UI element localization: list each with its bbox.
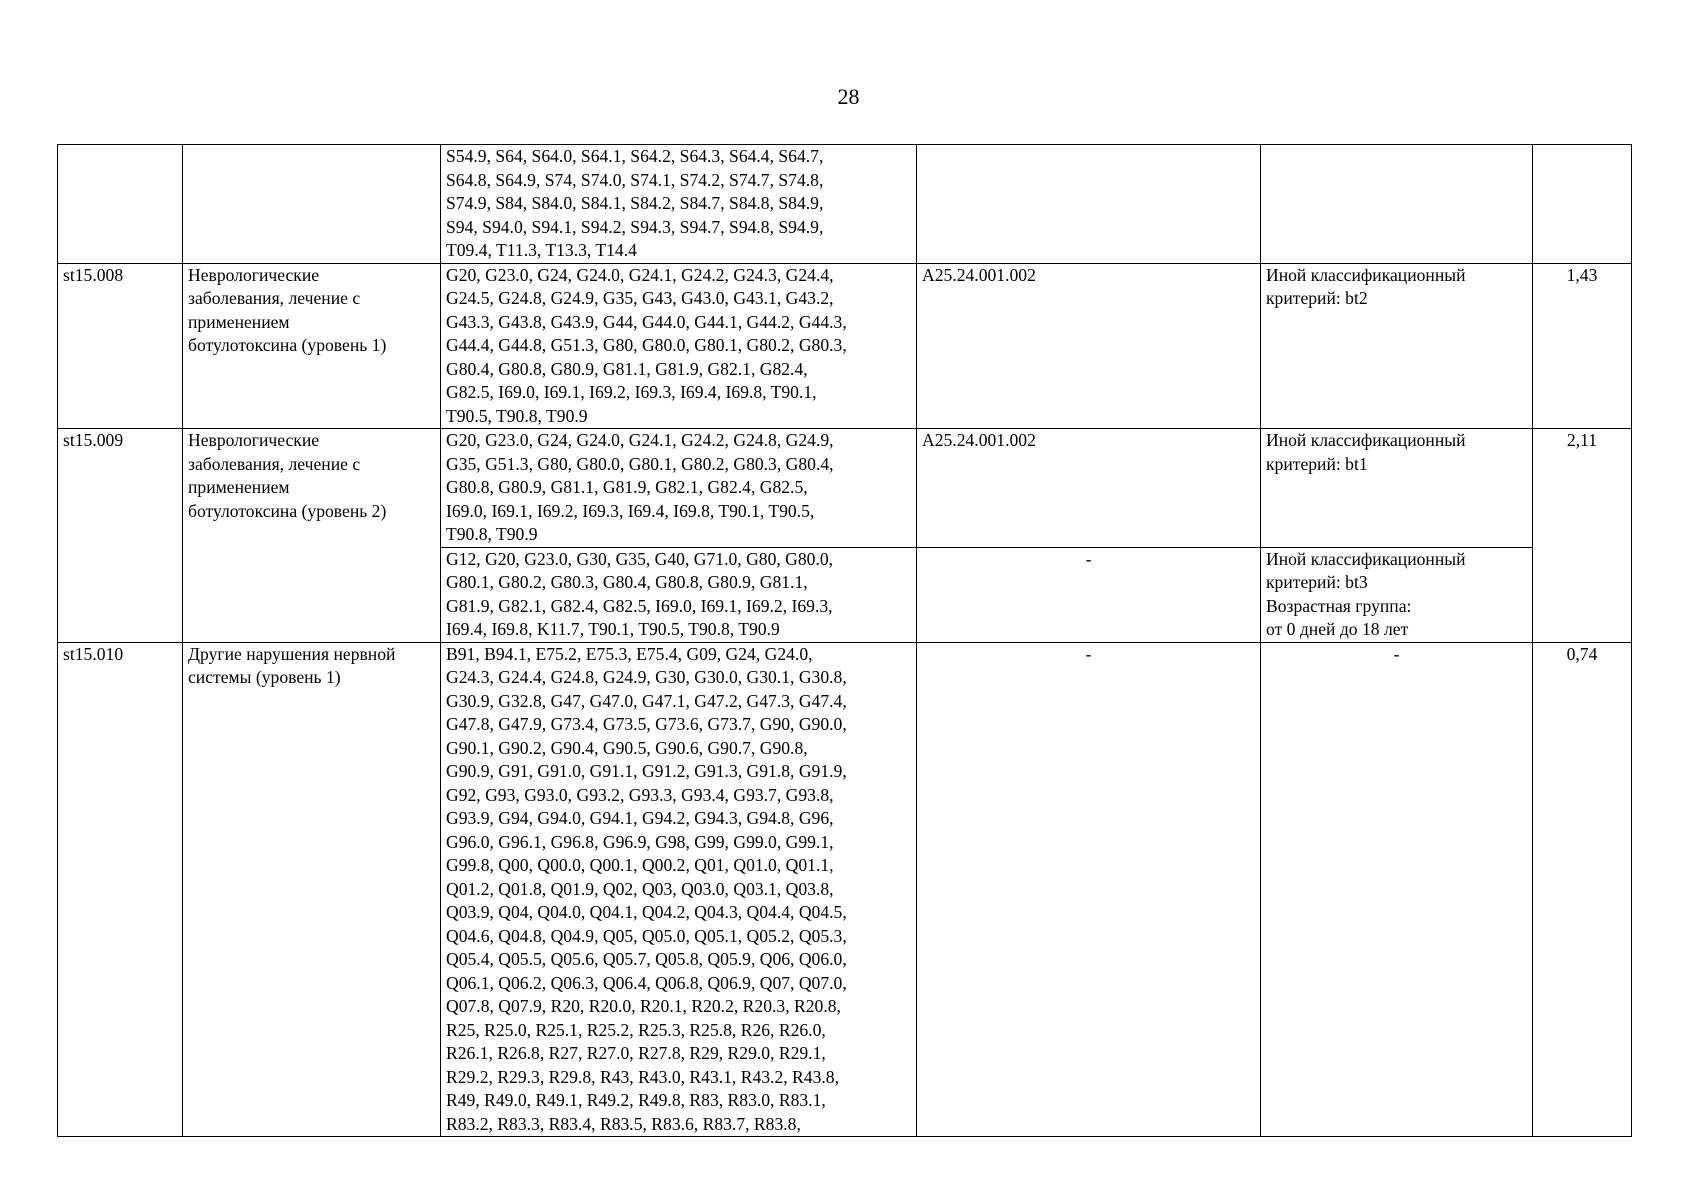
diagnosis-line: Q06.1, Q06.2, Q06.3, Q06.4, Q06.8, Q06.9, Q07, Q07.0,: [446, 972, 847, 993]
coefficient-cell: 0,74: [1533, 642, 1632, 1137]
diagnosis-line: G82.5, I69.0, I69.1, I69.2, I69.3, I69.4, I69.8, T90.1,: [446, 382, 817, 402]
diagnosis-cell: [441, 547, 917, 642]
name-line: заболевания, лечение с: [188, 288, 361, 308]
diagnosis-line: R49, R49.0, R49.1, R49.2, R49.8, R83, R83.0, R83.1,: [446, 1090, 826, 1110]
service-cell: [917, 145, 1261, 264]
diagnosis-line: G92, G93, G93.0, G93.2, G93.3, G93.4, G93.7, G93.8,: [446, 784, 834, 805]
service-cell: A25.24.001.002: [917, 429, 1261, 548]
criteria-line: критерий: bt1: [1266, 453, 1368, 474]
criteria-line: критерий: bt2: [1266, 288, 1368, 308]
diagnosis-line: S54.9, S64, S64.0, S64.1, S64.2, S64.3, S64.4, S64.7,: [446, 146, 824, 166]
name-line: ботулотоксина (уровень 2): [188, 500, 387, 521]
diagnosis-line: S74.9, S84, S84.0, S84.1, S84.2, S84.7, S84.8, S84.9,: [446, 193, 824, 213]
name-line: ботулотоксина (уровень 1): [188, 335, 387, 355]
code-cell: st15.008: [58, 263, 183, 429]
diagnosis-line: Q03.9, Q04, Q04.0, Q04.1, Q04.2, Q04.3, Q04.4, Q04.5,: [446, 902, 847, 922]
code-cell: st15.009: [58, 429, 183, 643]
diagnosis-line: T90.8, T90.9: [446, 524, 538, 544]
name-line: Неврологические: [188, 264, 320, 285]
diagnosis-line: G47.8, G47.9, G73.4, G73.5, G73.6, G73.7, G90, G90.0,: [446, 714, 847, 734]
coefficient-cell: 1,43: [1533, 263, 1632, 429]
service-cell: -: [917, 547, 1261, 642]
diagnosis-line: G81.9, G82.1, G82.4, G82.5, I69.0, I69.1, I69.2, I69.3,: [446, 595, 833, 616]
diagnosis-line: R26.1, R26.8, R27, R27.0, R27.8, R29, R29.0, R29.1,: [446, 1043, 826, 1063]
name-line: применением: [188, 477, 290, 497]
diagnosis-cell: [441, 145, 917, 264]
code-cell: st15.010: [58, 642, 183, 1137]
diagnosis-line: G43.3, G43.8, G43.9, G44, G44.0, G44.1, G44.2, G44.3,: [446, 311, 847, 332]
table-row: [58, 429, 1632, 548]
criteria-line: критерий: bt3: [1266, 572, 1368, 592]
diagnosis-line: B91, B94.1, E75.2, E75.3, E75.4, G09, G24, G24.0,: [446, 643, 813, 664]
diagnosis-cell: [441, 263, 917, 429]
criteria-cell: [1261, 145, 1533, 264]
diagnosis-cell: [441, 429, 917, 548]
diagnosis-line: G80.4, G80.8, G80.9, G81.1, G81.9, G82.1, G82.4,: [446, 358, 808, 379]
diagnosis-line: G90.9, G91, G91.0, G91.1, G91.2, G91.3, G91.8, G91.9,: [446, 761, 847, 781]
diagnosis-line: S94, S94.0, S94.1, S94.2, S94.3, S94.7, S94.8, S94.9,: [446, 216, 824, 237]
coefficient-cell: [1533, 145, 1632, 264]
diagnosis-line: R29.2, R29.3, R29.8, R43, R43.0, R43.1, R43.2, R43.8,: [446, 1066, 839, 1087]
name-line: применением: [188, 311, 290, 332]
diagnosis-line: G30.9, G32.8, G47, G47.0, G47.1, G47.2, G47.3, G47.4,: [446, 690, 847, 711]
diagnosis-line: R25, R25.0, R25.1, R25.2, R25.3, R25.8, R26, R26.0,: [446, 1019, 826, 1040]
table-row: [58, 642, 1632, 1137]
diagnosis-line: G99.8, Q00, Q00.0, Q00.1, Q00.2, Q01, Q01.0, Q01.1,: [446, 855, 834, 875]
diagnosis-line: G20, G23.0, G24, G24.0, G24.1, G24.2, G24.3, G24.4,: [446, 264, 834, 285]
table-row: [58, 263, 1632, 429]
diagnosis-line: Q01.2, Q01.8, Q01.9, Q02, Q03, Q03.0, Q03.1, Q03.8,: [446, 878, 834, 899]
diagnosis-line: G24.5, G24.8, G24.9, G35, G43, G43.0, G43.1, G43.2,: [446, 288, 834, 308]
diagnosis-line: Q07.8, Q07.9, R20, R20.0, R20.1, R20.2, R20.3, R20.8,: [446, 996, 841, 1016]
name-cell: [183, 429, 441, 643]
service-cell: -: [917, 642, 1261, 1137]
diagnosis-line: S64.8, S64.9, S74, S74.0, S74.1, S74.2, S74.7, S74.8,: [446, 169, 824, 190]
name-line: заболевания, лечение с: [188, 453, 361, 474]
diagnosis-line: T09.4, T11.3, T13.3, T14.4: [446, 240, 637, 260]
criteria-line: -: [1393, 643, 1400, 664]
diagnosis-cell: [441, 642, 917, 1137]
coefficient-cell: 2,11: [1533, 429, 1632, 643]
diagnosis-line: G44.4, G44.8, G51.3, G80, G80.0, G80.1, G80.2, G80.3,: [446, 335, 847, 355]
criteria-line: Иной классификационный: [1266, 264, 1466, 285]
criteria-line: Иной классификационный: [1266, 430, 1466, 450]
service-cell: A25.24.001.002: [917, 263, 1261, 429]
criteria-line: от 0 дней до 18 лет: [1266, 619, 1409, 639]
diagnosis-line: I69.0, I69.1, I69.2, I69.3, I69.4, I69.8, T90.1, T90.5,: [446, 500, 815, 521]
name-cell: [183, 263, 441, 429]
diagnosis-line: G93.9, G94, G94.0, G94.1, G94.2, G94.3, G94.8, G96,: [446, 808, 834, 828]
criteria-line: Иной классификационный: [1266, 548, 1466, 569]
page-number: 28: [837, 84, 860, 109]
name-cell: [183, 145, 441, 264]
name-cell: [183, 642, 441, 1137]
criteria-cell: [1261, 547, 1533, 642]
name-line: Неврологические: [188, 430, 320, 450]
code-cell: [58, 145, 183, 264]
name-line: Другие нарушения нервной: [188, 643, 396, 664]
tariff-table: [57, 144, 1632, 1137]
criteria-cell: [1261, 429, 1533, 548]
criteria-line: Возрастная группа:: [1266, 595, 1412, 616]
criteria-cell: [1261, 263, 1533, 429]
diagnosis-line: Q05.4, Q05.5, Q05.6, Q05.7, Q05.8, Q05.9, Q06, Q06.0,: [446, 949, 847, 969]
table-row: [58, 145, 1632, 264]
diagnosis-line: G20, G23.0, G24, G24.0, G24.1, G24.2, G24.8, G24.9,: [446, 430, 834, 450]
diagnosis-line: G35, G51.3, G80, G80.0, G80.1, G80.2, G80.3, G80.4,: [446, 453, 834, 474]
diagnosis-line: G12, G20, G23.0, G30, G35, G40, G71.0, G80, G80.0,: [446, 548, 834, 569]
criteria-cell: [1261, 642, 1533, 1137]
diagnosis-line: G24.3, G24.4, G24.8, G24.9, G30, G30.0, G30.1, G30.8,: [446, 667, 847, 687]
diagnosis-line: I69.4, I69.8, K11.7, T90.1, T90.5, T90.8, T90.9: [446, 619, 780, 639]
diagnosis-line: G80.8, G80.9, G81.1, G81.9, G82.1, G82.4, G82.5,: [446, 477, 808, 497]
diagnosis-line: T90.5, T90.8, T90.9: [446, 405, 588, 426]
diagnosis-line: G90.1, G90.2, G90.4, G90.5, G90.6, G90.7, G90.8,: [446, 737, 808, 758]
diagnosis-line: G80.1, G80.2, G80.3, G80.4, G80.8, G80.9, G81.1,: [446, 572, 808, 592]
diagnosis-line: Q04.6, Q04.8, Q04.9, Q05, Q05.0, Q05.1, Q05.2, Q05.3,: [446, 925, 847, 946]
diagnosis-line: G96.0, G96.1, G96.8, G96.9, G98, G99, G99.0, G99.1,: [446, 831, 834, 852]
diagnosis-line: R83.2, R83.3, R83.4, R83.5, R83.6, R83.7, R83.8,: [446, 1113, 801, 1134]
name-line: системы (уровень 1): [188, 667, 341, 687]
